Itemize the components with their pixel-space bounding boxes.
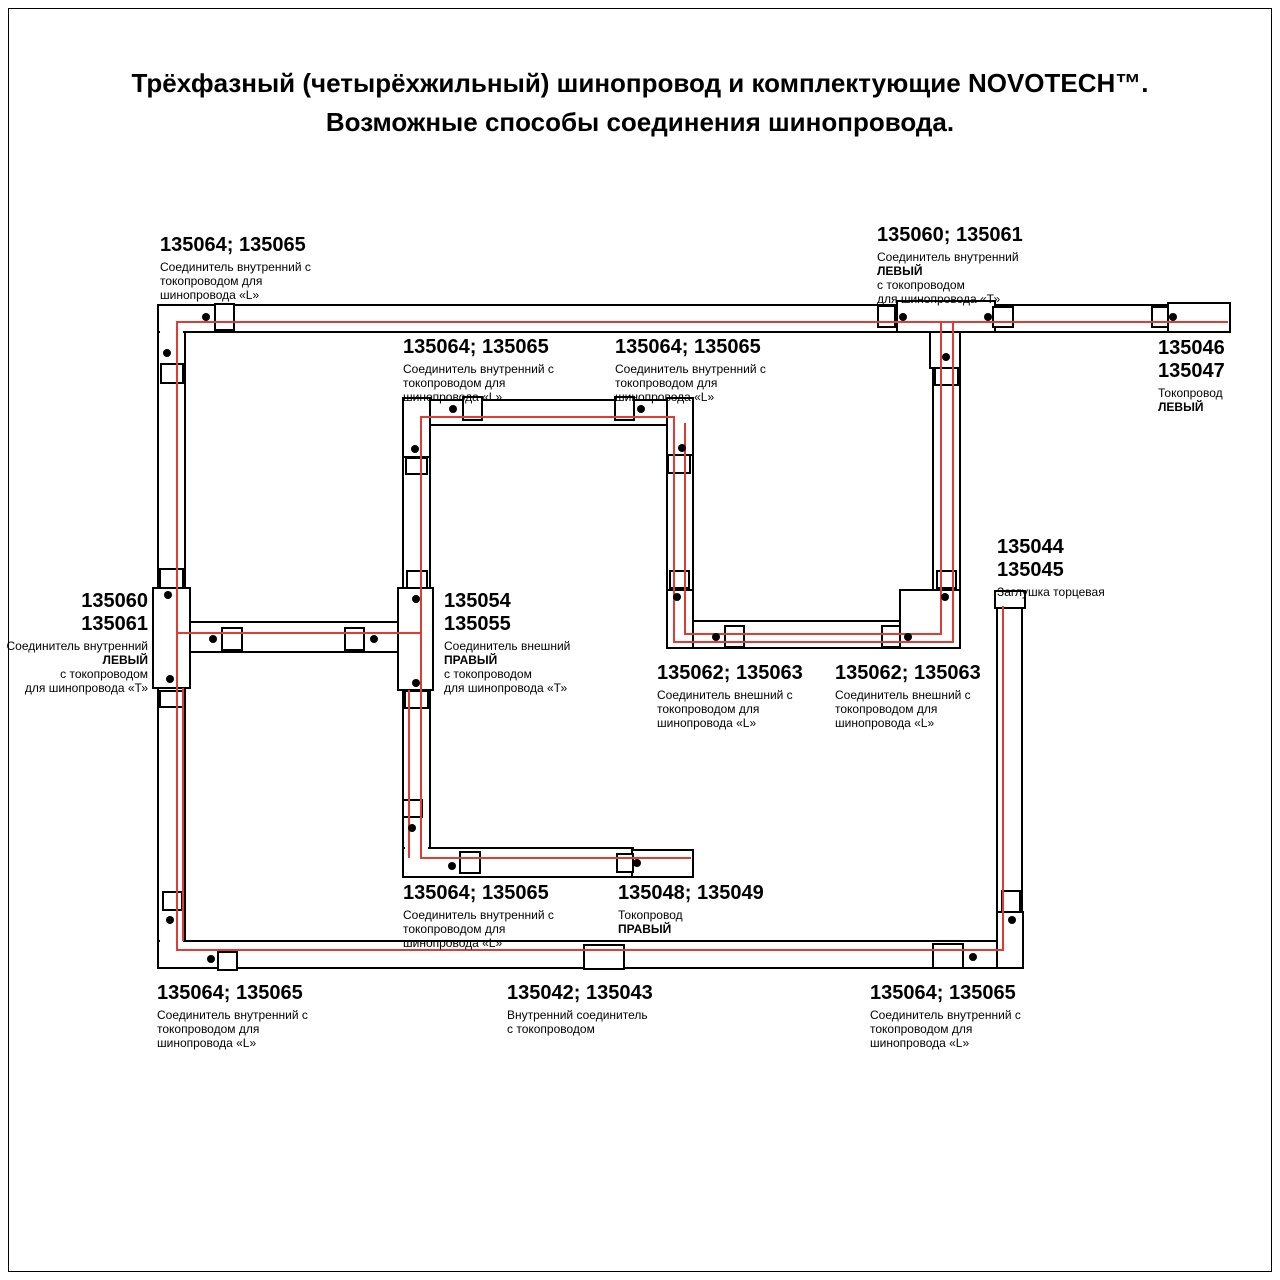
junction-dot [633,859,641,867]
track-segment [403,848,633,877]
part-desc-line: Соединитель внутренний с [403,908,554,922]
part-desc-line: шинопровода «L» [835,716,935,730]
part-desc-line: токопроводом для [157,1022,260,1036]
junction-dot [712,633,720,641]
connector-box [218,952,237,970]
part-desc-line: Внутренний соединитель [507,1008,648,1022]
part-desc-line: с токопроводом [60,667,148,681]
junction-dot [673,593,681,601]
connector-box [460,852,480,873]
part-code: 135042; 135043 [507,982,653,1004]
connector-box [617,854,633,872]
label-connector-external-L-1 [657,662,803,730]
part-code: 135047 [1158,360,1225,382]
connector-box [222,628,242,650]
part-code: 135064; 135065 [160,234,306,256]
part-desc-line: ЛЕВЫЙ [877,264,923,278]
junction-dot [637,405,645,413]
part-code: 135062; 135063 [835,662,981,684]
junction-patch [160,939,183,943]
junction-dot [969,953,977,961]
part-code: 135064; 135065 [615,336,761,358]
part-desc-line: Соединитель внешний с [835,688,971,702]
t-connector-body [398,588,433,690]
connector-box [882,626,900,647]
part-desc-line: для шинопровода «Т» [877,292,1001,306]
junction-dot [166,916,174,924]
label-connector-internal-L-mid-2 [615,336,766,404]
part-desc-line: токопроводом для [870,1022,973,1036]
junction-dot [202,313,210,321]
label-connector-internal-L-top-left [160,234,311,302]
part-code: 135055 [444,613,511,635]
part-desc-line: с токопроводом [877,278,965,292]
part-desc-line: токопроводом для [657,702,760,716]
connector-box [403,800,422,817]
part-code: 135064; 135065 [870,982,1016,1004]
junction-dot [411,445,419,453]
part-code: 135054 [444,590,511,612]
connector-box [725,626,744,647]
part-desc-line: шинопровода «L» [615,390,715,404]
part-desc-line: Соединитель внутренний [6,639,148,653]
label-power-feed-right [618,882,764,936]
part-desc-line: Заглушка торцевая [997,585,1105,599]
t-connector-body [153,588,190,688]
t-connector-stem [930,332,960,368]
connector-box [160,691,183,707]
junction-dot [207,955,215,963]
title-line-1: Трёхфазный (четырёхжильный) шинопровод и комплектующие NOVOTECH™. [131,68,1149,98]
part-desc-line: шинопровода «L» [157,1036,257,1050]
connector-box [215,304,234,330]
part-desc-line: для шинопровода «Т» [24,681,148,695]
label-power-feed-left [1158,337,1225,414]
junction-dot [370,635,378,643]
junction-dot [448,862,456,870]
label-end-cap [997,536,1105,599]
part-code: 135045 [997,559,1064,581]
connector-box [584,945,624,969]
label-connector-internal-L-bottom-right [870,982,1021,1050]
power-feed-body [1168,303,1230,332]
junction-dot [412,679,420,687]
connector-box [406,458,427,474]
connector-box [160,569,183,588]
part-desc-line: Соединитель внутренний с [615,362,766,376]
track-segment [158,305,1230,332]
connector-box [670,571,689,588]
label-connector-internal-left-T-side [6,590,148,695]
part-desc-line: Соединитель внешний [444,639,571,653]
part-desc-line: Соединитель внутренний с [870,1008,1021,1022]
connector-box [878,306,895,327]
junction-dot [449,405,457,413]
part-desc-line: токопроводом для [160,274,263,288]
part-code: 135064; 135065 [403,336,549,358]
junction-dot [899,313,907,321]
part-desc-line: ЛЕВЫЙ [1158,400,1204,414]
part-desc-line: токопроводом для [615,376,718,390]
part-desc-line: шинопровода «L» [160,288,260,302]
connector-box [933,944,963,968]
part-desc-line: Токопровод [1158,386,1223,400]
junction-dot [408,824,416,832]
junction-dot [166,675,174,683]
title-line-2: Возможные способы соединения шинопровода. [325,107,955,137]
junction-dot [984,313,992,321]
connector-box [407,571,427,588]
connector-box [1002,891,1020,912]
part-code: 135062; 135063 [657,662,803,684]
connector-box [345,628,364,650]
label-connector-external-right-T [444,590,570,695]
part-desc-line: с токопроводом [444,667,532,681]
part-code: 135060 [81,590,148,612]
part-desc-line: Соединитель внутренний с [157,1008,308,1022]
part-desc-line: Токопровод [618,908,683,922]
part-desc-line: ПРАВЫЙ [618,922,672,936]
connector-box [935,368,958,385]
part-code: 135061 [81,613,148,635]
junction-dot [209,635,217,643]
connector-box [1152,307,1168,327]
part-code: 135044 [997,536,1064,558]
part-code: 135064; 135065 [157,982,303,1004]
part-code: 135064; 135065 [403,882,549,904]
part-desc-line: шинопровода «L» [657,716,757,730]
part-desc-line: Соединитель внутренний с [403,362,554,376]
junction-dot [904,633,912,641]
part-desc-line: шинопровода «L» [403,936,503,950]
junction-patch [160,330,183,334]
label-connector-internal-L-mid-1 [403,336,554,404]
connector-box [668,455,690,473]
part-desc-line: токопроводом для [403,922,506,936]
part-code: 135048; 135049 [618,882,764,904]
part-desc-line: шинопровода «L» [870,1036,970,1050]
connector-box [163,892,182,910]
part-desc-line: токопроводом для [403,376,506,390]
part-desc-line: ПРАВЫЙ [444,653,498,667]
junction-dot [941,593,949,601]
part-code: 135046 [1158,337,1225,359]
part-desc-line: Соединитель внутренний [877,250,1019,264]
junction-dot [164,591,172,599]
part-desc-line: шинопровода «L» [403,390,503,404]
part-code: 135060; 135061 [877,224,1023,246]
junction-dot [412,595,420,603]
connector-box [993,307,1013,327]
part-desc-line: с токопроводом [507,1022,595,1036]
part-desc-line: ЛЕВЫЙ [102,653,148,667]
junction-dot [1169,313,1177,321]
junction-dot [163,349,171,357]
part-desc-line: токопроводом для [835,702,938,716]
label-connector-internal-bottom-mid [507,982,653,1036]
power-feed-body [632,850,693,877]
label-connector-internal-L-bottom-mid [403,882,554,950]
part-desc-line: для шинопровода «Т» [444,681,568,695]
junction-dot [678,444,686,452]
junction-dot [1008,916,1016,924]
connector-box [161,364,183,383]
label-connector-external-L-2 [835,662,981,730]
part-desc-line: Соединитель внешний с [657,688,793,702]
part-desc-line: Соединитель внутренний с [160,260,311,274]
label-connector-internal-L-bottom-left [157,982,308,1050]
label-connector-internal-left-T-top [877,224,1023,306]
junction-dot [942,353,950,361]
